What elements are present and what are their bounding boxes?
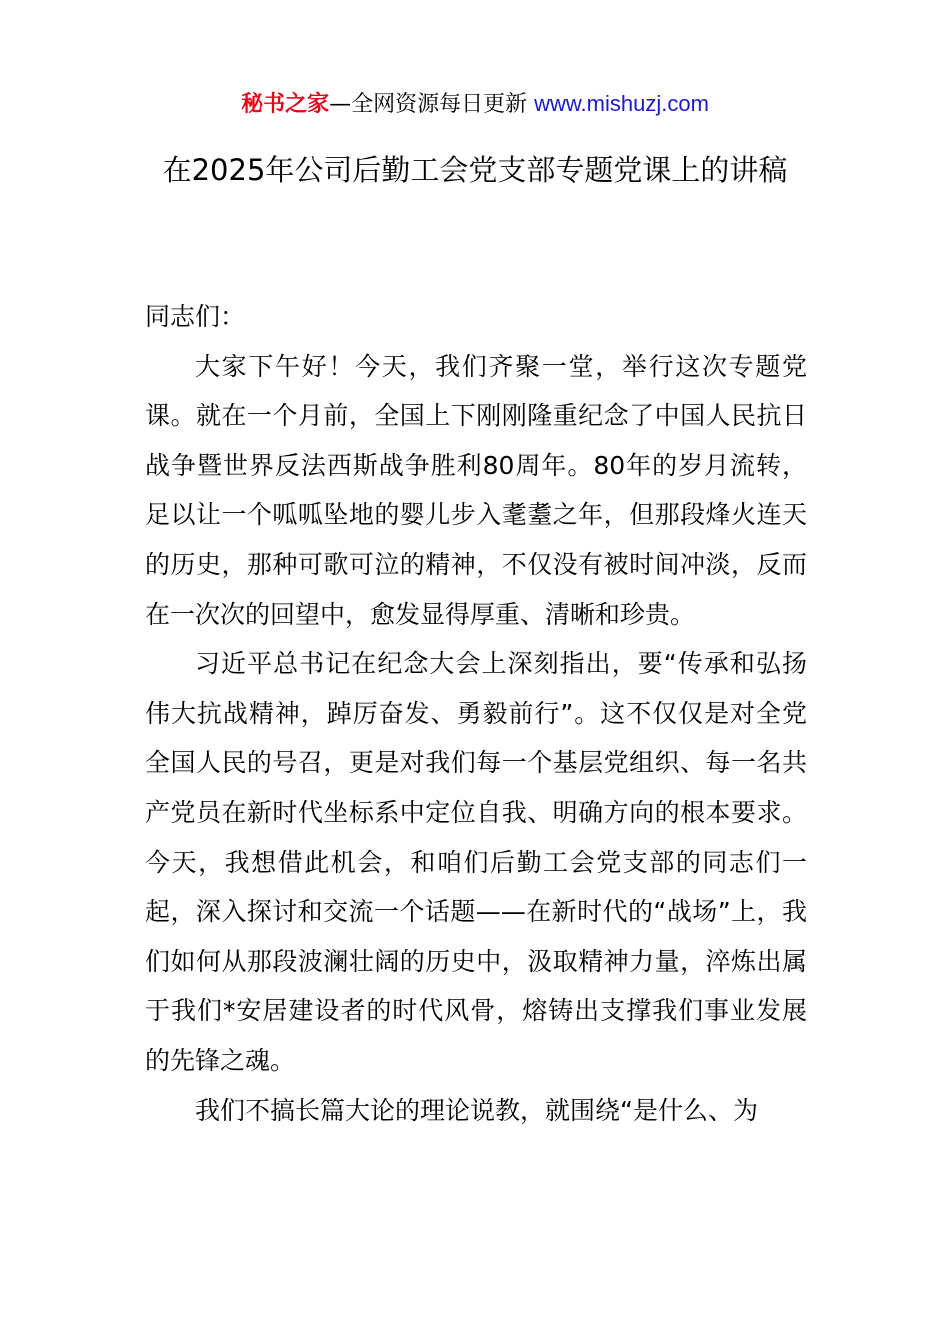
paragraph: 大家下午好！今天，我们齐聚一堂，举行这次专题党课。就在一个月前，全国上下刚刚隆重纪念了中国人民抗日战争暨世界反法西斯战争胜利80周年。80年的岁月流转，足以让一个呱呱坠地的婴儿步入耄耋之年，但那段烽火连天的历史，那种可歌可泣的精神，不仅没有被时间冲淡，反而在一次次的回望中，愈发显得厚重、清晰和珍贵。 [145, 351, 807, 629]
salutation: 同志们： [145, 302, 246, 331]
site-url-link[interactable]: www.mishuzj.com [534, 91, 709, 116]
document-title: 在2025年公司后勤工会党支部专题党课上的讲稿 [162, 153, 788, 187]
header-tagline: —全网资源每日更新 [329, 92, 535, 117]
brand-name: 秘书之家 [241, 92, 330, 117]
site-header [0, 88, 950, 121]
paragraph: 我们不搞长篇大论的理论说教，就围绕“是什么、为 [195, 1095, 758, 1125]
document-body [145, 292, 807, 1135]
paragraph: 习近平总书记在纪念大会上深刻指出，要“传承和弘扬伟大抗战精神，踔厉奋发、勇毅前行”。这不仅仅是对全党全国人民的号召，更是对我们每一个基层党组织、每一名共产党员在新时代坐标系中定位自我、明确方向的根本要求。今天，我想借此机会，和咱们后勤工会党支部的同志们一起，深入探讨和交流一个话题——在新时代的“战场”上，我们如何从那段波澜壮阔的历史中，汲取精神力量，淬炼出属于我们*安居建设者的时代风骨，熔铸出支撑我们事业发展的先锋之魂。 [145, 649, 807, 1075]
